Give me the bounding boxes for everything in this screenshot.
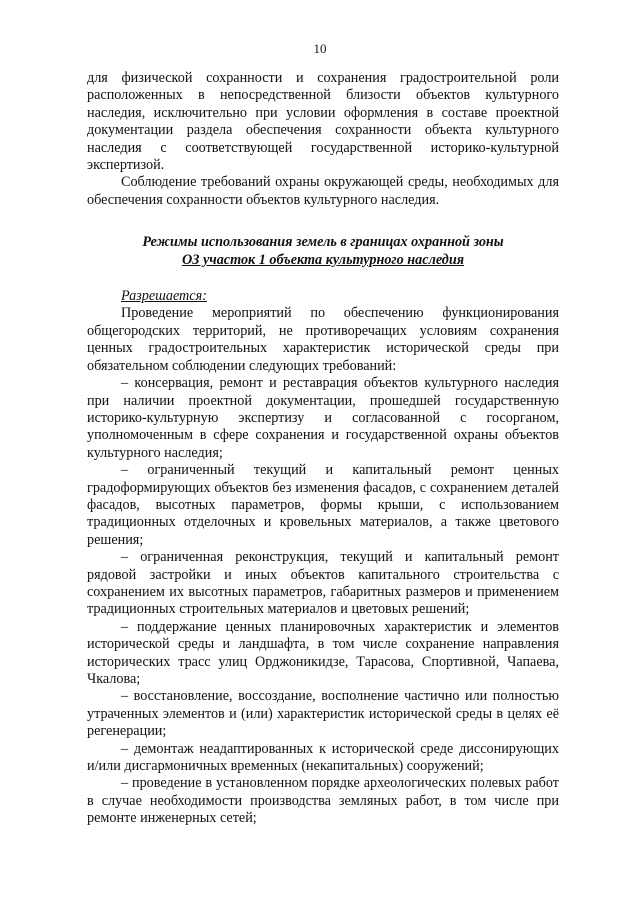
section-heading-line2-text: ОЗ участок 1 объекта культурного наследия bbox=[181, 251, 465, 268]
requirement-item: – консервация, ремонт и реставрация объектов культурного наследия при наличии проектной документации, прошедшей государственную историко-культурную экспертизу и согласованной с госорганом, уполномоченным в сфере сохранения и государственной охраны объектов культурного наследия; bbox=[87, 375, 559, 461]
page-content bbox=[87, 70, 559, 828]
section-heading-line1: Режимы использования земель в границах охранной зоны bbox=[142, 234, 504, 251]
section-heading-line2 bbox=[87, 252, 559, 269]
requirement-item: – поддержание ценных планировочных характеристик и элементов исторической среды и ландшафта, в том числе сохранение направления исторических трасс улиц Орджоникидзе, Тарасова, Спортивной, Чапаева, Чкалова; bbox=[87, 618, 559, 687]
requirement-item: – демонтаж неадаптированных к исторической среде диссонирующих и/или дисгармоничных временных (некапитальных) сооружений; bbox=[87, 740, 559, 775]
requirement-item: – ограниченная реконструкция, текущий и капитальный ремонт рядовой застройки и иных объектов капитального строительства с сохранением их высотных параметров, габаритных размеров и применением традиционных строительных материалов и цветовых решений; bbox=[87, 549, 559, 618]
requirement-item: – ограниченный текущий и капитальный ремонт ценных градоформирующих объектов без изменения фасадов, с сохранением деталей фасадов, высотных параметров, формы крыши, с использованием традиционных отделочных и кровельных материалов, а также цветового решения; bbox=[87, 462, 559, 548]
page-number: 10 bbox=[313, 41, 327, 56]
requirement-item: – проведение в установленном порядке археологических полевых работ в случае необходимости производства земляных работ, в том числе при ремонте инженерных сетей; bbox=[87, 775, 559, 827]
intro-paragraph: для физической сохранности и сохранения градостроительной роли расположенных в непосредственной близости объектов культурного наследия, исключительно при условии оформления в составе проектной документации раздела обеспечения сохранности объекта культурного наследия с соответствующей государственной историко-культурной экспертизой. bbox=[87, 70, 559, 174]
allowed-label: Разрешается: bbox=[121, 288, 207, 305]
allowed-label-line bbox=[87, 288, 559, 305]
intro-paragraph: Соблюдение требований охраны окружающей среды, необходимых для обеспечения сохранности объектов культурного наследия. bbox=[87, 174, 559, 208]
body-paragraph: Проведение мероприятий по обеспечению функционирования общегородских территорий, не противоречащих условиям сохранения ценных градостроительных характеристик исторической среды при обязательном соблюдении следующих требований: bbox=[87, 305, 559, 374]
requirement-item: – восстановление, воссоздание, восполнение частично или полностью утраченных элементов и (или) характеристик исторической среды в целях её регенерации; bbox=[87, 688, 559, 740]
